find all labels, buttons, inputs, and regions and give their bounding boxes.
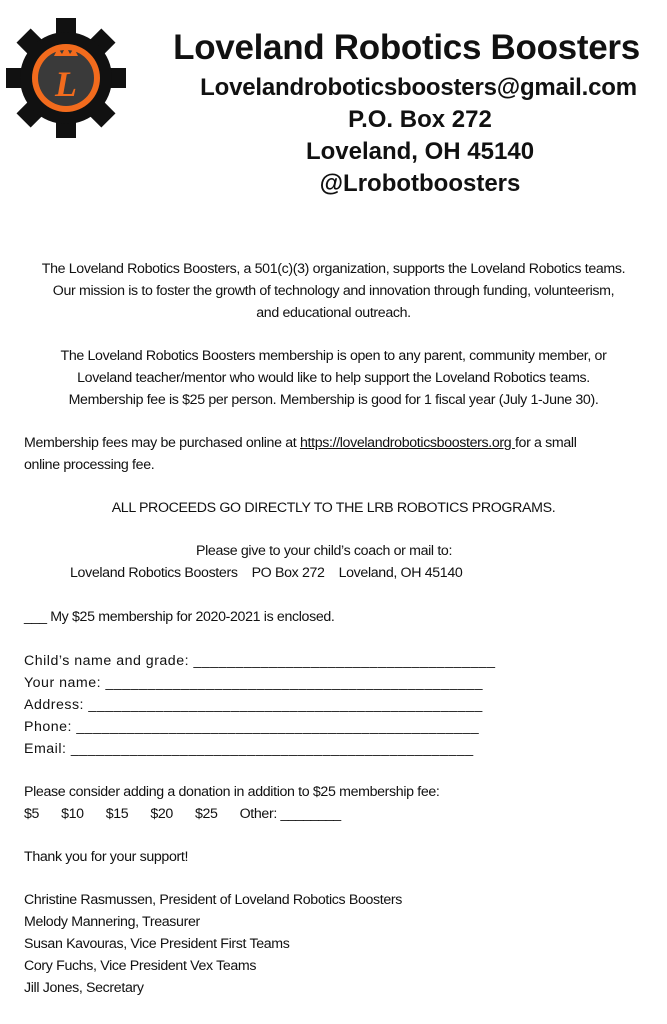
mail-box: PO Box 272 <box>251 565 325 581</box>
your-name-field[interactable]: Your name: _____________________________________________ <box>24 675 484 691</box>
officer-entry: Susan Kavouras, Vice President First Teams <box>24 936 290 952</box>
member-form <box>24 650 654 760</box>
membership-paragraph <box>0 345 667 411</box>
online-paragraph <box>24 432 654 476</box>
thank-you-note: Thank you for your support! <box>24 849 189 865</box>
address-field[interactable]: Address: _______________________________________________ <box>24 697 483 713</box>
donation-amount[interactable]: $10 <box>61 806 84 822</box>
membership-line: Loveland teacher/mentor who would like to help support the Loveland Robotics teams. <box>77 370 590 386</box>
officers-list <box>24 889 654 999</box>
donation-amount[interactable]: $25 <box>194 806 218 822</box>
officer-entry: Jill Jones, Secretary <box>24 980 144 996</box>
intro-line: The Loveland Robotics Boosters, a 501(c)(3) organization, supports the Loveland Robotics teams. <box>41 261 626 277</box>
website-link[interactable]: https://lovelandroboticsboosters.org <box>299 435 515 451</box>
gear-logo <box>4 16 128 140</box>
org-city: Loveland, OH 45140 <box>305 138 535 165</box>
org-po-box: P.O. Box 272 <box>348 106 492 133</box>
intro-paragraph <box>0 258 667 324</box>
intro-line: Our mission is to foster the growth of technology and innovation through funding, volunteerism, <box>52 283 615 299</box>
proceeds-statement: ALL PROCEEDS GO DIRECTLY TO THE LRB ROBOTICS PROGRAMS. <box>111 500 556 516</box>
online-prefix: Membership fees may be purchased online at <box>24 435 300 451</box>
online-line: online processing fee. <box>24 457 155 473</box>
online-suffix: for a small <box>514 435 577 451</box>
mail-org: Loveland Robotics Boosters <box>70 565 238 581</box>
logo-letter: L <box>55 64 77 104</box>
donation-amount[interactable]: $20 <box>150 806 173 822</box>
org-social-handle: @Lrobotboosters <box>319 170 521 197</box>
donation-prompt: Please consider adding a donation in addition to $25 membership fee: <box>24 784 440 800</box>
officer-entry: Melody Mannering, Treasurer <box>24 914 200 930</box>
officer-entry: Cory Fuchs, Vice President Vex Teams <box>24 958 257 974</box>
donation-other[interactable]: Other: ________ <box>239 806 341 822</box>
membership-enclosed-line: ___ My $25 membership for 2020-2021 is enclosed. <box>24 609 335 625</box>
mail-city: Loveland, OH 45140 <box>338 565 463 581</box>
child-name-field[interactable]: Child’s name and grade: ____________________________________ <box>24 653 496 669</box>
email-field[interactable]: Email: ________________________________________________ <box>24 741 474 757</box>
phone-field[interactable]: Phone: ________________________________________________ <box>24 719 480 735</box>
membership-line: Membership fee is $25 per person. Membership is good for 1 fiscal year (July 1-June 30). <box>68 392 599 408</box>
donation-amount[interactable]: $15 <box>105 806 129 822</box>
org-email: Lovelandroboticsboosters@gmail.com <box>200 74 637 101</box>
officer-entry: Christine Rasmussen, President of Loveland Robotics Boosters <box>24 892 403 908</box>
membership-line: The Loveland Robotics Boosters membership is open to any parent, community member, or <box>60 348 607 364</box>
mail-instruction: Please give to your child’s coach or mail to: <box>196 543 453 559</box>
donation-amount[interactable]: $5 <box>24 806 40 822</box>
mail-block <box>0 540 667 584</box>
org-title: Loveland Robotics Boosters <box>173 28 640 67</box>
intro-line: and educational outreach. <box>256 305 411 321</box>
donation-block <box>24 781 654 825</box>
